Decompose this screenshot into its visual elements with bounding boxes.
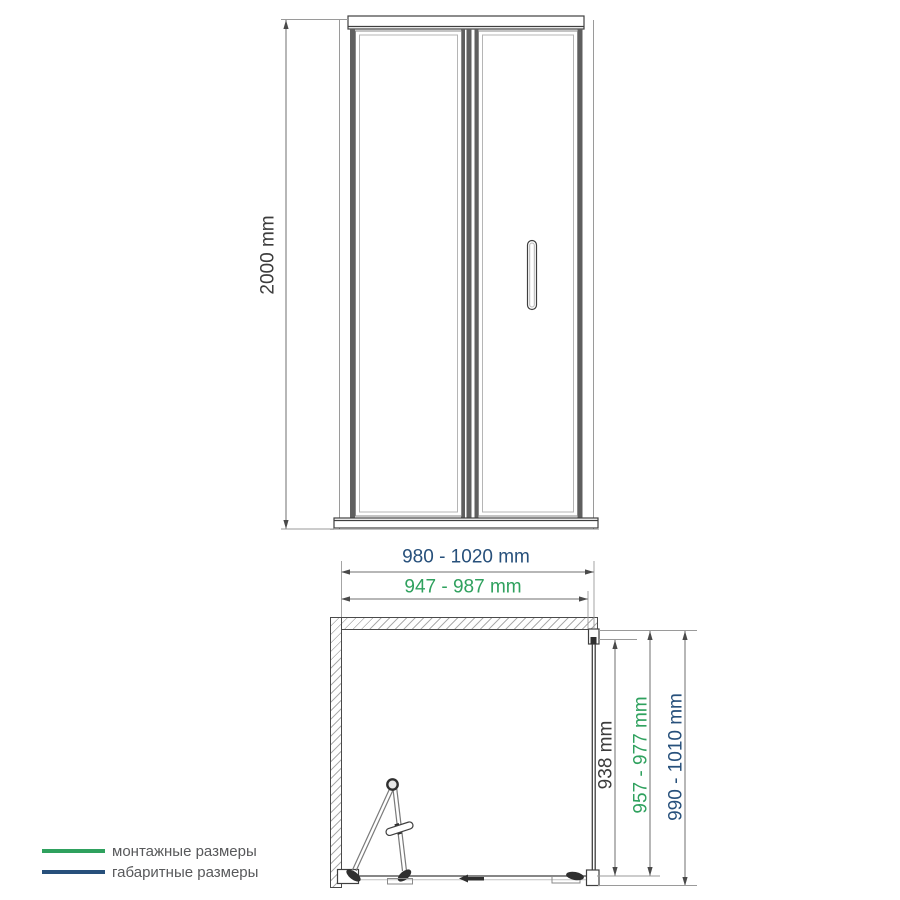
- overall-width-dimension-label: 980 - 1020 mm: [402, 546, 530, 568]
- plan-bottom-right-wall-profile: [587, 870, 600, 886]
- arrow-right-icon: [585, 569, 594, 574]
- front-right-edge-bar: [578, 29, 583, 518]
- mounting-dimensions-line-swatch: [42, 849, 105, 853]
- overall-dimensions-line-swatch: [42, 870, 105, 874]
- arrow-up-icon: [647, 631, 652, 640]
- front-left-hinge-bar: [350, 29, 355, 518]
- glass-panel-width-dimension-label: 938 mm: [595, 720, 617, 790]
- arrow-up-icon: [682, 631, 687, 640]
- legend-label-mounting: монтажные размеры: [112, 842, 257, 860]
- front-center-fold-hinge-bar: [467, 29, 472, 518]
- arrow-up-icon: [612, 640, 617, 649]
- mounting-depth-dimension-label: 957 - 977 mm: [630, 696, 652, 814]
- mounting-width-dimension-label: 947 - 987 mm: [404, 576, 522, 598]
- arrow-up-icon: [283, 20, 288, 29]
- arrow-left-icon: [341, 596, 350, 601]
- front-height-dimension-label: 2000 mm: [257, 215, 279, 295]
- plan-fold-left-leg-1: [352, 789, 390, 871]
- overall-depth-dimension-label: 990 - 1010 mm: [665, 693, 687, 821]
- front-left-glass-panel: [356, 31, 462, 516]
- plan-fold-apex-pivot: [387, 779, 397, 789]
- arrow-down-icon: [647, 867, 652, 876]
- legend-item-mounting: [42, 843, 257, 859]
- arrow-right-icon: [579, 596, 588, 601]
- legend-label-overall: габаритные размеры: [112, 863, 259, 881]
- front-view: [281, 16, 599, 530]
- plan-view: [338, 629, 600, 886]
- front-left-glass-panel-inner: [360, 35, 458, 512]
- door-handle: [528, 241, 537, 310]
- front-center-bar-2: [475, 29, 479, 518]
- arrow-left-icon: [341, 569, 350, 574]
- arrow-down-icon: [283, 520, 288, 529]
- arrow-down-icon: [682, 877, 687, 886]
- front-bottom-rail: [334, 518, 598, 528]
- plan-top-right-profile-clip: [591, 637, 597, 645]
- arrow-down-icon: [612, 867, 617, 876]
- legend-item-overall: [42, 864, 258, 880]
